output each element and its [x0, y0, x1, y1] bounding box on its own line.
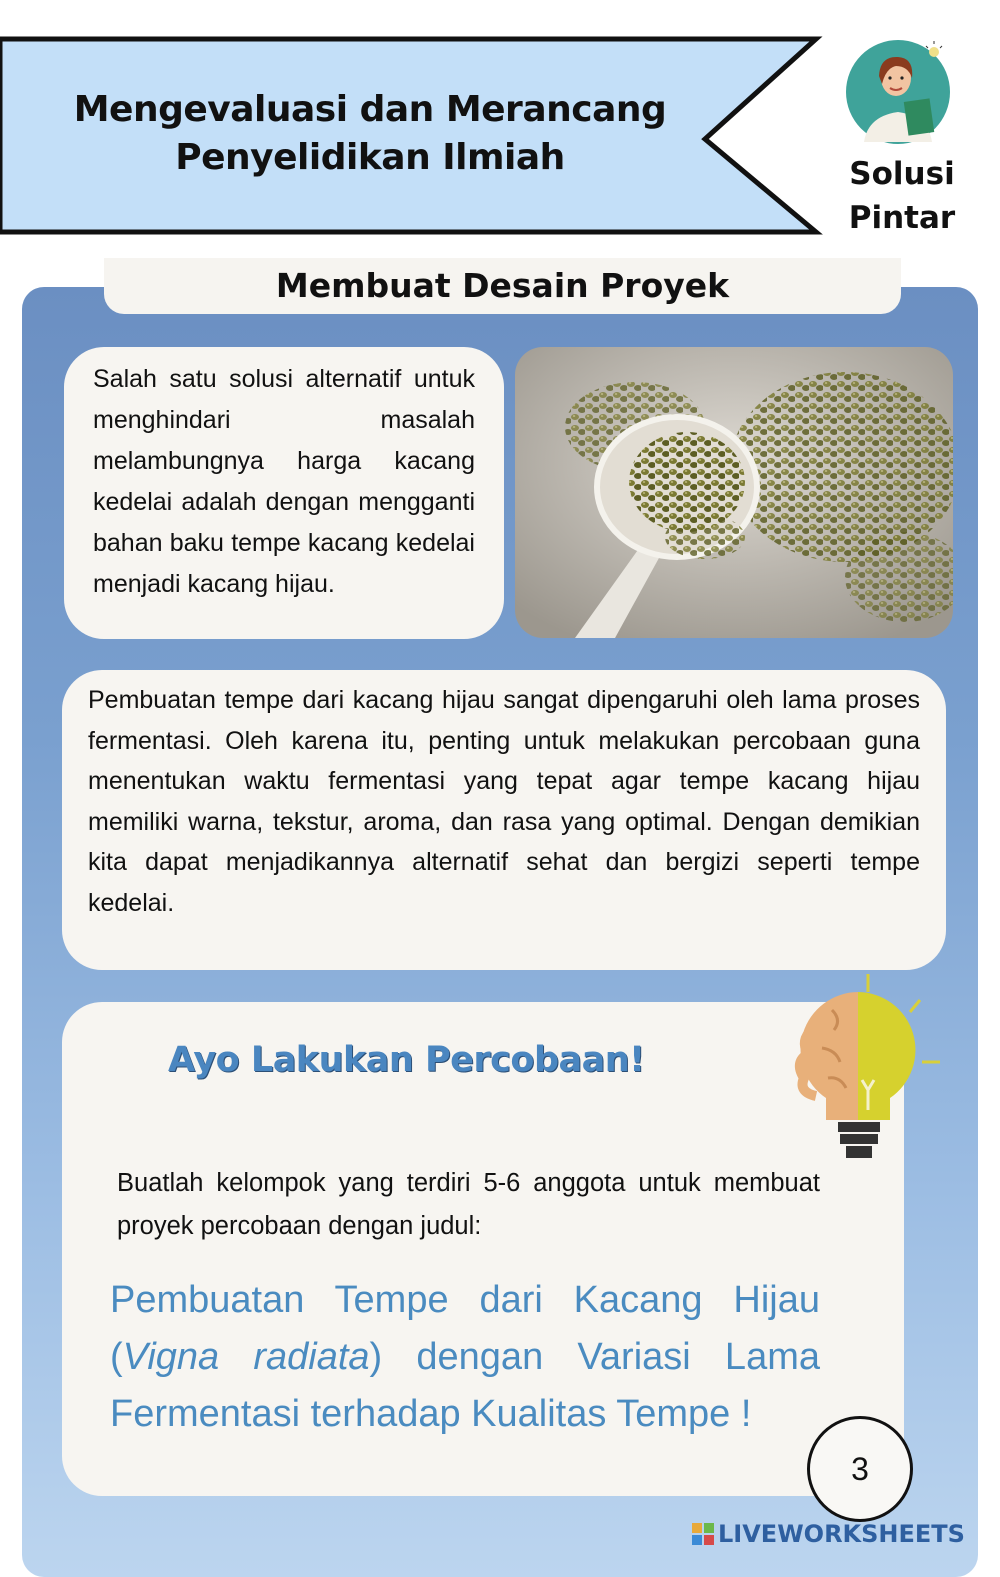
liveworksheets-logo-icon [692, 1523, 714, 1545]
title-line-1: Mengevaluasi dan Merancang [73, 89, 667, 130]
mung-beans-photo [515, 347, 953, 638]
brain-lightbulb-icon [782, 970, 952, 1165]
watermark-text: LIVEWORKSHEETS [718, 1520, 965, 1548]
intro-text: Salah satu solusi alternatif untuk menghindari masalah melambungnya harga kacang kedelai adalah dengan mengganti bahan baku tempe kacang kedelai menjadi kacang hijau. [93, 365, 475, 598]
species-name: Vigna radiata [122, 1336, 370, 1378]
title-line-2: Penyelidikan Ilmiah [175, 137, 565, 178]
explanation-text: Pembuatan tempe dari kacang hijau sangat dipengaruhi oleh lama proses fermentasi. Oleh karena itu, penting untuk melakukan percobaan guna menentukan waktu fermentasi yang tepat agar tempe kacang hijau memiliki warna, tekstur, aroma, dan rasa yang optimal. Dengan demikian kita dapat menjadikannya alternatif sehat dan bergizi seperti tempe kedelai. [88, 686, 920, 917]
project-title [110, 1272, 820, 1443]
watermark [692, 1520, 965, 1548]
activity-heading: Ayo Lakukan Percobaan! [168, 1040, 645, 1080]
brand-name [832, 152, 972, 240]
project-title-part-1: Pembuatan Tempe dari Kacang Hijau ( [110, 1279, 820, 1378]
page-number: 3 [807, 1416, 913, 1522]
brand-line-2: Pintar [848, 200, 956, 236]
teacher-avatar-icon [846, 38, 956, 148]
intro-card [64, 347, 504, 639]
brand-line-1: Solusi [849, 156, 955, 192]
section-title: Membuat Desain Proyek [275, 266, 730, 305]
project-title-part-2: ) dengan Variasi Lama Fermentasi terhadap Kualitas Tempe ! [110, 1336, 820, 1435]
page-title [30, 86, 710, 182]
activity-instruction: Buatlah kelompok yang terdiri 5-6 anggota untuk membuat proyek percobaan dengan judul: [117, 1169, 820, 1240]
explanation-card [62, 670, 946, 970]
